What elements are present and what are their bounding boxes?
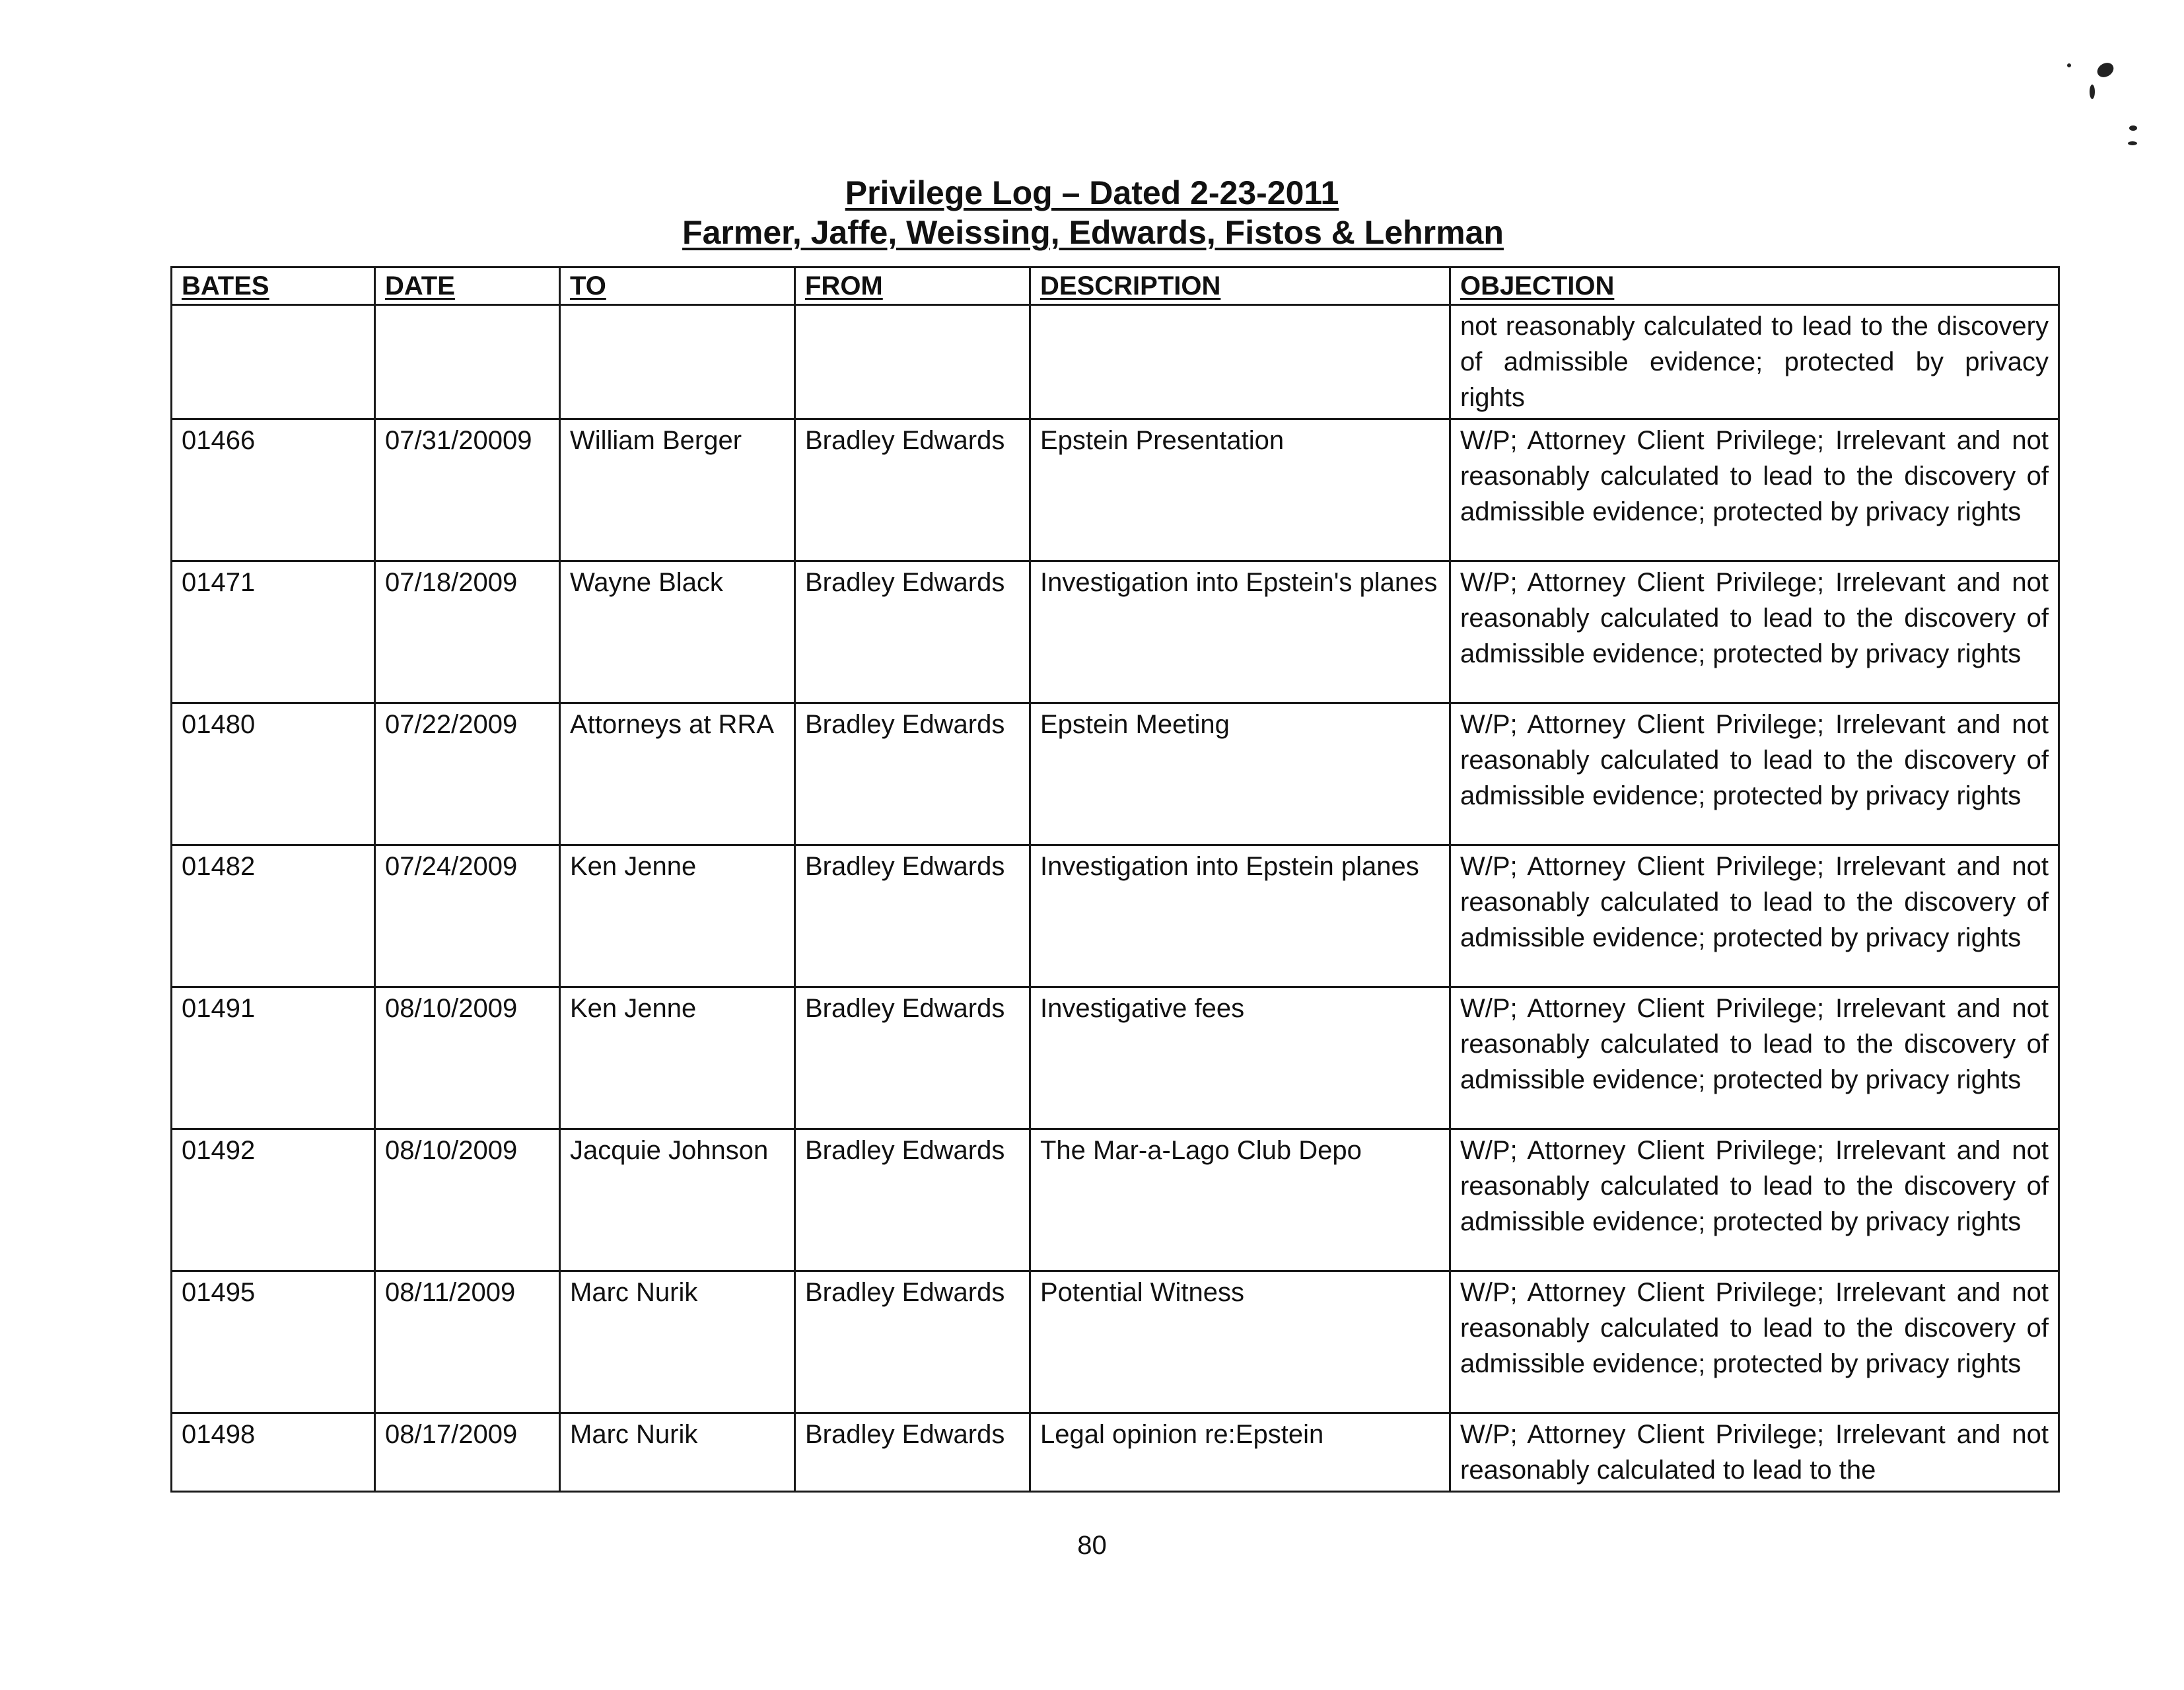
- cell-objection: W/P; Attorney Client Privilege; Irrelevant and not reasonably calculated to lead to the discovery of admissible evidence; protected by privacy rights: [1450, 987, 2059, 1129]
- cell-to: Ken Jenne: [560, 987, 795, 1129]
- cell-description: The Mar-a-Lago Club Depo: [1030, 1129, 1450, 1271]
- scan-artifact: [2067, 63, 2071, 67]
- header-from: FROM: [795, 267, 1030, 305]
- cell-objection: W/P; Attorney Client Privilege; Irrelevant and not reasonably calculated to lead to the discovery of admissible evidence; protected by privacy rights: [1450, 419, 2059, 561]
- cell-date: 07/24/2009: [375, 845, 560, 987]
- cell-to: Jacquie Johnson: [560, 1129, 795, 1271]
- table-row: [172, 1413, 2059, 1492]
- cell-to: William Berger: [560, 419, 795, 561]
- cell-date: 08/10/2009: [375, 1129, 560, 1271]
- header-bates: BATES: [172, 267, 375, 305]
- cell-description: Investigation into Epstein planes: [1030, 845, 1450, 987]
- cell-objection: not reasonably calculated to lead to the discovery of admissible evidence; protected by privacy rights: [1450, 305, 2059, 419]
- header-description: DESCRIPTION: [1030, 267, 1450, 305]
- cell-objection: W/P; Attorney Client Privilege; Irrelevant and not reasonably calculated to lead to the discovery of admissible evidence; protected by privacy rights: [1450, 845, 2059, 987]
- cell-bates: 01498: [172, 1413, 375, 1492]
- cell-objection: W/P; Attorney Client Privilege; Irrelevant and not reasonably calculated to lead to the discovery of admissible evidence; protected by privacy rights: [1450, 561, 2059, 703]
- cell-objection: W/P; Attorney Client Privilege; Irrelevant and not reasonably calculated to lead to the discovery of admissible evidence; protected by privacy rights: [1450, 1271, 2059, 1413]
- cell-objection: W/P; Attorney Client Privilege; Irrelevant and not reasonably calculated to lead to the discovery of admissible evidence; protected by privacy rights: [1450, 1129, 2059, 1271]
- privilege-log-table: [170, 266, 2060, 1493]
- cell-objection: W/P; Attorney Client Privilege; Irrelevant and not reasonably calculated to lead to the discovery of admissible evidence; protected by privacy rights: [1450, 703, 2059, 845]
- scan-artifact: [2129, 125, 2137, 131]
- cell-bates: 01491: [172, 987, 375, 1129]
- cell-date: 07/22/2009: [375, 703, 560, 845]
- cell-description: [1030, 305, 1450, 419]
- cell-description: Epstein Presentation: [1030, 419, 1450, 561]
- table-row: [172, 561, 2059, 703]
- cell-bates: [172, 305, 375, 419]
- cell-to: Marc Nurik: [560, 1271, 795, 1413]
- table-header-row: [172, 267, 2059, 305]
- cell-description: Legal opinion re:Epstein: [1030, 1413, 1450, 1492]
- cell-bates: 01471: [172, 561, 375, 703]
- cell-to: Ken Jenne: [560, 845, 795, 987]
- table-row: [172, 1271, 2059, 1413]
- cell-from: [795, 305, 1030, 419]
- cell-from: Bradley Edwards: [795, 1413, 1030, 1492]
- scan-artifact: [2095, 60, 2117, 80]
- cell-to: Marc Nurik: [560, 1413, 795, 1492]
- cell-bates: 01466: [172, 419, 375, 561]
- cell-date: [375, 305, 560, 419]
- table-row: [172, 1129, 2059, 1271]
- cell-from: Bradley Edwards: [795, 987, 1030, 1129]
- table-row: [172, 419, 2059, 561]
- cell-from: Bradley Edwards: [795, 561, 1030, 703]
- page-number: 80: [1077, 1531, 1107, 1560]
- document-subtitle: Farmer, Jaffe, Weissing, Edwards, Fistos & Lehrman: [682, 214, 1504, 251]
- cell-from: Bradley Edwards: [795, 1129, 1030, 1271]
- table-row: [172, 987, 2059, 1129]
- cell-description: Investigative fees: [1030, 987, 1450, 1129]
- cell-bates: 01492: [172, 1129, 375, 1271]
- table-row-continued: [172, 305, 2059, 419]
- table-row: [172, 703, 2059, 845]
- cell-date: 08/17/2009: [375, 1413, 560, 1492]
- cell-date: 08/11/2009: [375, 1271, 560, 1413]
- cell-description: Potential Witness: [1030, 1271, 1450, 1413]
- cell-to: Wayne Black: [560, 561, 795, 703]
- cell-date: 07/18/2009: [375, 561, 560, 703]
- cell-objection: W/P; Attorney Client Privilege; Irrelevant and not reasonably calculated to lead to the: [1450, 1413, 2059, 1492]
- cell-description: Epstein Meeting: [1030, 703, 1450, 845]
- table-row: [172, 845, 2059, 987]
- cell-bates: 01495: [172, 1271, 375, 1413]
- header-date: DATE: [375, 267, 560, 305]
- cell-to: [560, 305, 795, 419]
- cell-from: Bradley Edwards: [795, 1271, 1030, 1413]
- cell-from: Bradley Edwards: [795, 419, 1030, 561]
- header-to: TO: [560, 267, 795, 305]
- cell-date: 08/10/2009: [375, 987, 560, 1129]
- cell-from: Bradley Edwards: [795, 845, 1030, 987]
- scan-artifact: [2128, 141, 2137, 145]
- cell-from: Bradley Edwards: [795, 703, 1030, 845]
- document-title-block: [0, 173, 2184, 252]
- header-objection: OBJECTION: [1450, 267, 2059, 305]
- document-title: Privilege Log – Dated 2-23-2011: [845, 174, 1339, 211]
- cell-description: Investigation into Epstein's planes: [1030, 561, 1450, 703]
- cell-date: 07/31/20009: [375, 419, 560, 561]
- scan-artifact: [2090, 85, 2095, 99]
- cell-bates: 01480: [172, 703, 375, 845]
- cell-bates: 01482: [172, 845, 375, 987]
- cell-to: Attorneys at RRA: [560, 703, 795, 845]
